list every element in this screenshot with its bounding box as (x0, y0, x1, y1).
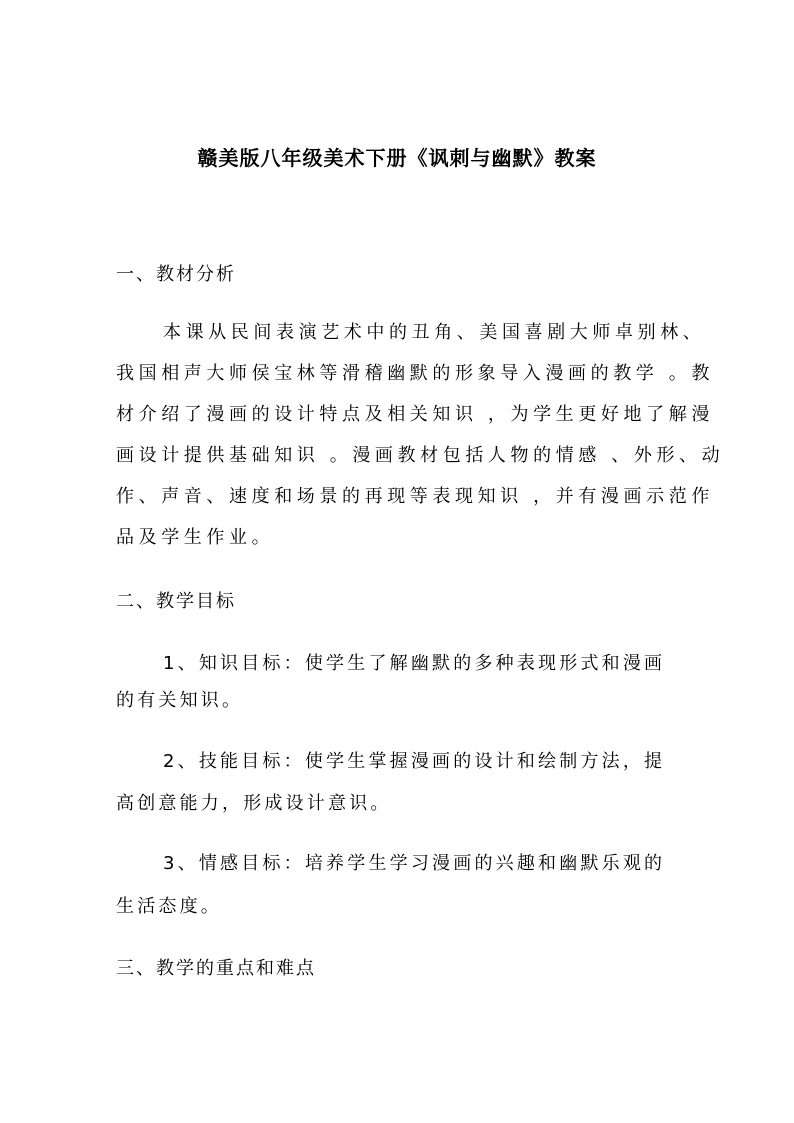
paragraph-line: 本课从民间表演艺术中的丑角、美国喜剧大师卓别林、 (163, 322, 706, 343)
paragraph-line: 3、情感目标：培养学生学习漫画的兴趣和幽默乐观的 (163, 853, 666, 874)
paragraph-line: 高创意能力，形成设计意识。 (116, 793, 392, 814)
paragraph-line: 2、技能目标：使学生掌握漫画的设计和绘制方法，提 (163, 751, 666, 772)
paragraph-line: 作、声音、速度和场景的再现等表现知识 ，并有漫画示范作 (116, 486, 714, 507)
paragraph-line: 材介绍了漫画的设计特点及相关知识 ，为学生更好地了解漫 (116, 404, 714, 425)
section-heading-key-points: 三、教学的重点和难点 (116, 958, 316, 979)
paragraph-line: 1、知识目标：使学生了解幽默的多种表现形式和漫画 (163, 653, 666, 674)
section-heading-materials: 一、教材分析 (116, 264, 236, 285)
paragraph-line: 的有关知识。 (116, 690, 244, 711)
section-heading-objectives: 二、教学目标 (116, 591, 236, 612)
paragraph-line: 生活态度。 (116, 896, 222, 917)
paragraph-line: 画设计提供基础知识 。漫画教材包括人物的情感 、外形、动 (116, 445, 725, 466)
document-title: 赣美版八年级美术下册《讽刺与幽默》教案 (197, 146, 597, 170)
paragraph-line: 我国相声大师侯宝林等滑稽幽默的形象导入漫画的教学 。教 (116, 363, 714, 384)
paragraph-line: 品及学生作业。 (116, 527, 275, 548)
